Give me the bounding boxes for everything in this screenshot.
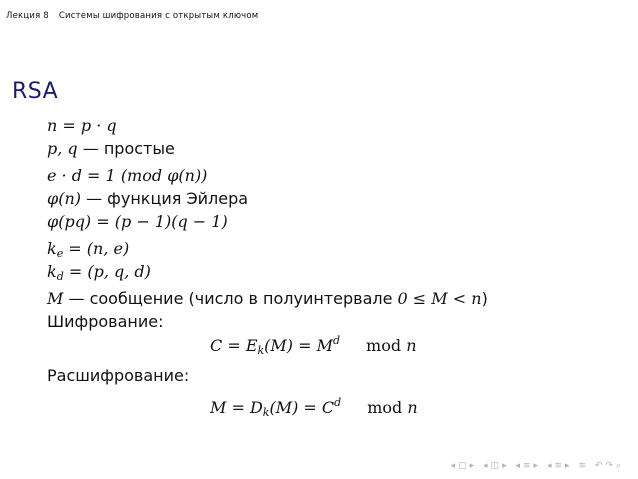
private-key-symbol: k xyxy=(47,262,57,281)
decryption-rhs: (M) = C xyxy=(269,398,335,417)
message-symbol: M xyxy=(47,289,64,308)
message-text: — сообщение (число в полуинтервале xyxy=(63,289,398,308)
subsection-icon: ◫ xyxy=(490,461,503,471)
frame-icon: □ xyxy=(458,461,470,471)
primes-text: — простые xyxy=(77,139,175,158)
back-forward-icon[interactable]: ↶↷ xyxy=(594,461,616,471)
slide-content xyxy=(47,114,627,426)
private-key-value: = (p, q, d) xyxy=(63,262,151,281)
section-prev-icon[interactable]: ◂ xyxy=(515,461,523,471)
euler-math: φ(n) xyxy=(47,189,81,208)
frame-prev-icon[interactable]: ◂ xyxy=(450,461,459,471)
public-key-formula xyxy=(47,237,627,260)
decryption-exponent: d xyxy=(334,396,342,409)
encryption-subscript: k xyxy=(257,344,265,357)
beamer-navigation xyxy=(451,461,624,471)
modulus-formula: n = p · q xyxy=(47,116,117,135)
frame-next-icon[interactable]: ▸ xyxy=(469,461,478,471)
decryption-lhs: M = D xyxy=(210,398,263,417)
euler-line xyxy=(47,187,627,210)
align-icon[interactable]: ≡ xyxy=(578,461,589,471)
search-icon[interactable]: ⌕ xyxy=(615,461,624,471)
encryption-formula xyxy=(47,334,627,364)
decryption-label: Расшифрование: xyxy=(47,366,190,385)
subsection-next-icon[interactable]: ▸ xyxy=(502,461,510,471)
encryption-mod: mod xyxy=(366,336,402,355)
header-text xyxy=(6,11,258,21)
section-icon: ≡ xyxy=(523,461,534,471)
subsection-prev-icon[interactable]: ◂ xyxy=(483,461,491,471)
private-key-subscript: d xyxy=(56,270,64,283)
message-range: 0 ≤ M < n xyxy=(397,289,482,308)
section-next-icon[interactable]: ▸ xyxy=(533,461,542,471)
primes-math: p, q xyxy=(47,139,78,158)
public-key-value: = (n, e) xyxy=(63,239,130,258)
encryption-label: Шифрование: xyxy=(47,312,164,331)
encryption-exponent: d xyxy=(333,334,341,347)
decryption-subscript: k xyxy=(262,406,270,419)
message-line xyxy=(47,287,627,310)
decryption-formula xyxy=(47,396,627,426)
encryption-lhs: C = E xyxy=(210,336,258,355)
decryption-modulus: n xyxy=(407,398,418,417)
lecture-label: Лекция 8 xyxy=(6,11,49,21)
frame-title: RSA xyxy=(12,79,59,104)
subsubsection-icon: ≡ xyxy=(554,461,566,471)
subsubsection-prev-icon[interactable]: ◂ xyxy=(546,461,555,471)
key-relation-formula: e · d = 1 (mod φ(n)) xyxy=(47,166,208,185)
encryption-modulus: n xyxy=(406,336,417,355)
encryption-rhs: (M) = M xyxy=(264,336,333,355)
euler-formula: φ(pq) = (p − 1)(q − 1) xyxy=(47,212,228,231)
public-key-subscript: e xyxy=(56,247,64,260)
message-close: ) xyxy=(481,289,488,308)
decryption-mod: mod xyxy=(367,398,403,417)
lecture-topic: Системы шифрования с открытым ключом xyxy=(58,11,259,21)
public-key-symbol: k xyxy=(47,239,57,258)
private-key-formula xyxy=(47,260,627,283)
slide-header xyxy=(0,0,638,34)
subsubsection-next-icon[interactable]: ▸ xyxy=(565,461,573,471)
primes-line xyxy=(47,137,627,160)
euler-text: — функция Эйлера xyxy=(81,189,249,208)
